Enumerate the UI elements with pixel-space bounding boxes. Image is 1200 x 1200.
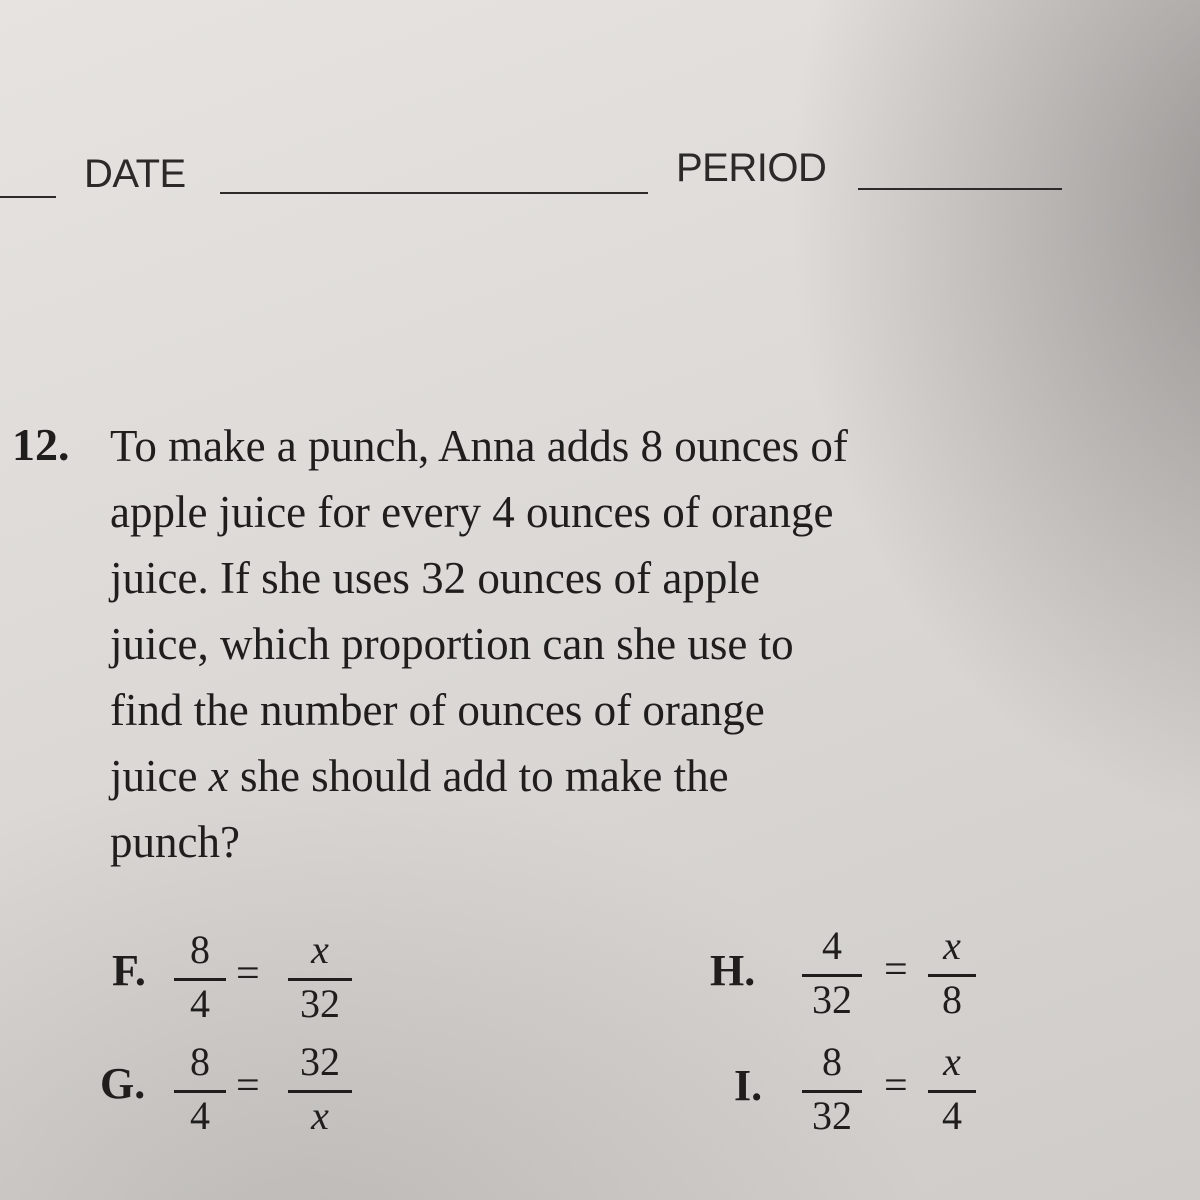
option-h-right-fraction — [922, 924, 982, 1024]
option-g-left-numerator: 8 — [190, 1039, 210, 1084]
question-line-3: juice. If she uses 32 ounces of apple — [110, 553, 760, 603]
option-g-left-fraction — [168, 1040, 232, 1140]
option-f-left-numerator: 8 — [190, 927, 210, 972]
question-line-5: find the number of ounces of orange — [110, 685, 765, 735]
question-line-2: apple juice for every 4 ounces of orange — [110, 487, 834, 537]
option-f-left-denominator: 4 — [190, 981, 210, 1026]
option-i-letter: I. — [734, 1061, 763, 1110]
option-i-left-numerator: 8 — [822, 1039, 842, 1084]
date-label: DATE — [84, 152, 186, 196]
option-h-left-denominator: 32 — [812, 977, 852, 1022]
option-i-equals: = — [884, 1063, 908, 1109]
option-f-right-fraction — [282, 928, 358, 1028]
date-blank-line — [220, 192, 648, 194]
option-i-left-fraction — [796, 1040, 868, 1140]
question-line-4: juice, which proportion can she use to — [110, 619, 794, 669]
option-h-equals: = — [884, 947, 908, 993]
option-h-letter: H. — [710, 946, 756, 995]
question-line-1: To make a punch, Anna adds 8 ounces of — [110, 421, 848, 471]
option-h-right-numerator: x — [943, 923, 961, 968]
question-line-6-end: she should add to make the — [239, 751, 729, 801]
show-through-text — [60, 272, 76, 337]
option-f-right-numerator: x — [311, 927, 329, 972]
option-f-left-fraction — [168, 928, 232, 1028]
option-f-right-denominator: 32 — [300, 981, 340, 1026]
option-i-right-numerator: x — [943, 1039, 961, 1084]
option-g-letter: G. — [100, 1059, 146, 1108]
option-h-left-numerator: 4 — [822, 923, 842, 968]
option-g-right-numerator: 32 — [300, 1039, 340, 1084]
name-blank-line — [0, 196, 56, 198]
question-number: 12. — [12, 419, 70, 470]
variable-x: x — [208, 751, 229, 801]
option-h-left-fraction — [796, 924, 868, 1024]
question-line-6-start: juice — [110, 751, 198, 801]
option-i-right-denominator: 4 — [942, 1093, 962, 1138]
option-g-right-denominator: x — [311, 1093, 329, 1138]
option-g-right-fraction — [282, 1040, 358, 1140]
question-line-6 — [110, 750, 729, 802]
option-g-equals: = — [236, 1063, 260, 1109]
option-f-equals: = — [236, 951, 260, 997]
period-blank-line — [858, 188, 1062, 190]
option-i-left-denominator: 32 — [812, 1093, 852, 1138]
question-line-7: punch? — [110, 817, 240, 867]
option-g-left-denominator: 4 — [190, 1093, 210, 1138]
option-h-right-denominator: 8 — [942, 977, 962, 1022]
option-f-letter: F. — [112, 946, 146, 995]
option-i-right-fraction — [922, 1040, 982, 1140]
period-label: PERIOD — [676, 146, 827, 190]
